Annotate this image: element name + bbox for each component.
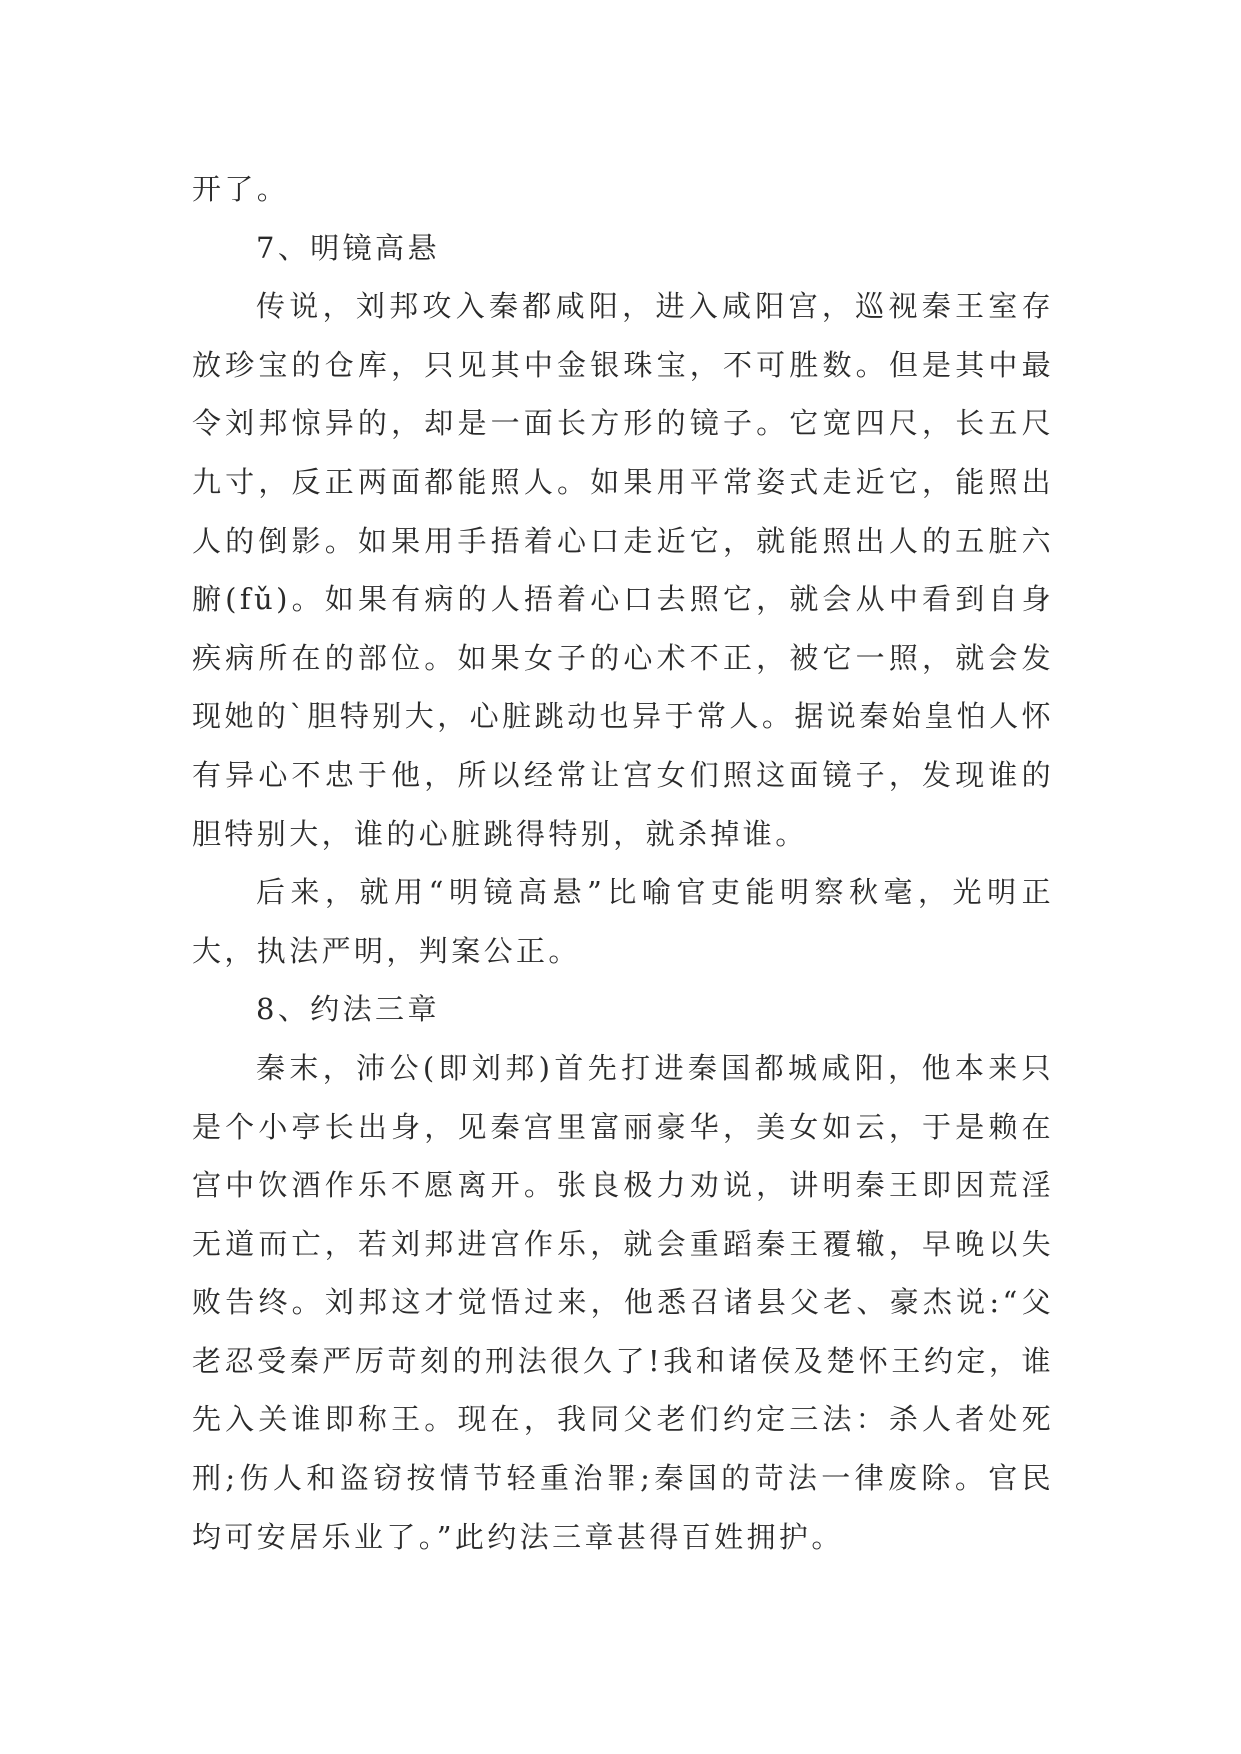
section-heading-7: 7、明镜高悬 [256, 230, 440, 265]
document-body [192, 160, 1054, 1566]
continuation-paragraph: 开了。 [192, 172, 290, 206]
body-paragraph: 后来，就用“明镜高悬”比喻官吏能明察秋毫，光明正大，执法严明，判案公正。 [192, 875, 1054, 968]
body-paragraph: 秦末，沛公(即刘邦)首先打进秦国都城咸阳，他本来只是个小亭长出身，见秦宫里富丽豪华，美女如云，于是赖在宫中饮酒作乐不愿离开。张良极力劝说，讲明秦王即因荒淫无道而亡，若刘邦进宫作乐，就会重蹈秦王覆辙，早晚以失败告终。刘邦这才觉悟过来，他悉召诸县父老、豪杰说:“父老忍受秦严厉苛刻的刑法很久了!我和诸侯及楚怀王约定，谁先入关谁即称王。现在，我同父老们约定三法：杀人者处死刑;伤人和盗窃按情节轻重治罪;秦国的苛法一律废除。官民均可安居乐业了。”此约法三章甚得百姓拥护。 [192, 1050, 1054, 1554]
section-heading-8: 8、约法三章 [256, 992, 440, 1027]
body-paragraph: 传说，刘邦攻入秦都咸阳，进入咸阳宫，巡视秦王室存放珍宝的仓库，只见其中金银珠宝，不可胜数。但是其中最令刘邦惊异的，却是一面长方形的镜子。它宽四尺，长五尺九寸，反正两面都能照人。如果用平常姿式走近它，能照出人的倒影。如果用手捂着心口走近它，就能照出人的五脏六腑(fǔ)。如果有病的人捂着心口去照它，就会从中看到自身疾病所在的部位。如果女子的心术不正，被它一照，就会发现她的`胆特别大，心脏跳动也异于常人。据说秦始皇怕人怀有异心不忠于他，所以经常让宫女们照这面镜子，发现谁的胆特别大，谁的心脏跳得特别，就杀掉谁。 [192, 289, 1054, 851]
